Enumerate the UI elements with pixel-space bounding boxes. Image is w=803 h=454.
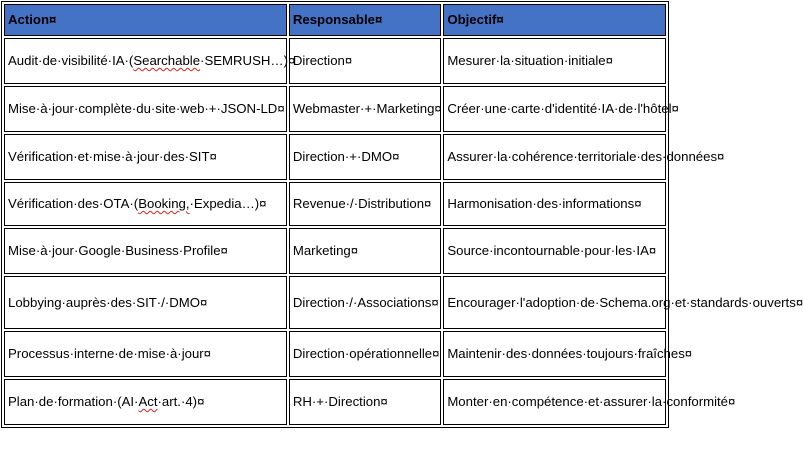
table-row — [4, 228, 666, 274]
cell-action[interactable]: Processus·interne·de·mise·à·jour¤ — [4, 331, 287, 377]
cell-action[interactable] — [4, 38, 296, 84]
cell-text: Audit·de·visibilité·IA·( — [8, 53, 134, 68]
cell-responsable[interactable]: RH·+·Direction¤ — [289, 379, 441, 425]
table-row — [4, 182, 666, 226]
cell-objectif[interactable]: Assurer·la·cohérence·territoriale·des·données¤ — [443, 134, 666, 180]
table-header-row — [4, 4, 666, 36]
cell-responsable[interactable]: Revenue·/·Distribution¤ — [289, 182, 441, 226]
action-plan-table — [1, 1, 803, 428]
table-row — [4, 331, 666, 377]
cell-objectif[interactable]: Encourager·l'adoption·de·Schema.org·et·standards·ouverts¤ — [443, 276, 666, 329]
table-row — [4, 38, 666, 84]
cell-text: ·SEMRUSH…)¤ — [200, 53, 296, 68]
cell-responsable[interactable]: Direction·opérationnelle¤ — [289, 331, 441, 377]
spell-flagged-word: Booking, — [138, 196, 190, 211]
cell-action[interactable] — [4, 182, 287, 226]
header-action: Action¤ — [4, 4, 287, 36]
cell-action[interactable]: Mise·à·jour·Google·Business·Profile¤ — [4, 228, 287, 274]
cell-text: ·art.·4)¤ — [157, 394, 205, 409]
spell-flagged-word: Searchable — [133, 53, 201, 68]
header-responsable: Responsable¤ — [289, 4, 441, 36]
cell-responsable[interactable]: Direction·/·Associations¤ — [289, 276, 441, 329]
table-row — [4, 379, 666, 425]
cell-responsable[interactable]: Direction¤ — [289, 38, 441, 84]
spell-flagged-word: Act — [138, 394, 158, 409]
cell-objectif[interactable]: Créer·une·carte·d'identité·IA·de·l'hôtel¤ — [443, 86, 666, 132]
cell-responsable[interactable]: Webmaster·+·Marketing¤ — [289, 86, 441, 132]
cell-objectif[interactable]: Monter·en·compétence·et·assurer·la·conformité¤ — [443, 379, 666, 425]
cell-objectif[interactable]: Mesurer·la·situation·initiale¤ — [443, 38, 666, 84]
cell-responsable[interactable]: Direction·+·DMO¤ — [289, 134, 441, 180]
cell-objectif[interactable]: Source·incontournable·pour·les·IA¤ — [443, 228, 666, 274]
cell-responsable[interactable]: Marketing¤ — [289, 228, 441, 274]
header-objectif: Objectif¤ — [443, 4, 666, 36]
cell-action[interactable]: Lobbying·auprès·des·SIT·/·DMO¤ — [4, 276, 287, 329]
table-row — [4, 86, 666, 132]
cell-text: Plan·de·formation·(AI· — [8, 394, 139, 409]
cell-action[interactable]: Mise·à·jour·complète·du·site·web·+·JSON-LD¤ — [4, 86, 287, 132]
cell-objectif[interactable]: Harmonisation·des·informations¤ — [443, 182, 666, 226]
cell-action[interactable] — [4, 379, 287, 425]
table-row — [4, 276, 666, 329]
cell-text: ·Expedia…)¤ — [189, 196, 267, 211]
cell-objectif[interactable]: Maintenir·des·données·toujours·fraîches¤ — [443, 331, 666, 377]
table-row — [4, 134, 666, 180]
cell-text: Vérification·des·OTA·( — [8, 196, 139, 211]
cell-action[interactable]: Vérification·et·mise·à·jour·des·SIT¤ — [4, 134, 287, 180]
